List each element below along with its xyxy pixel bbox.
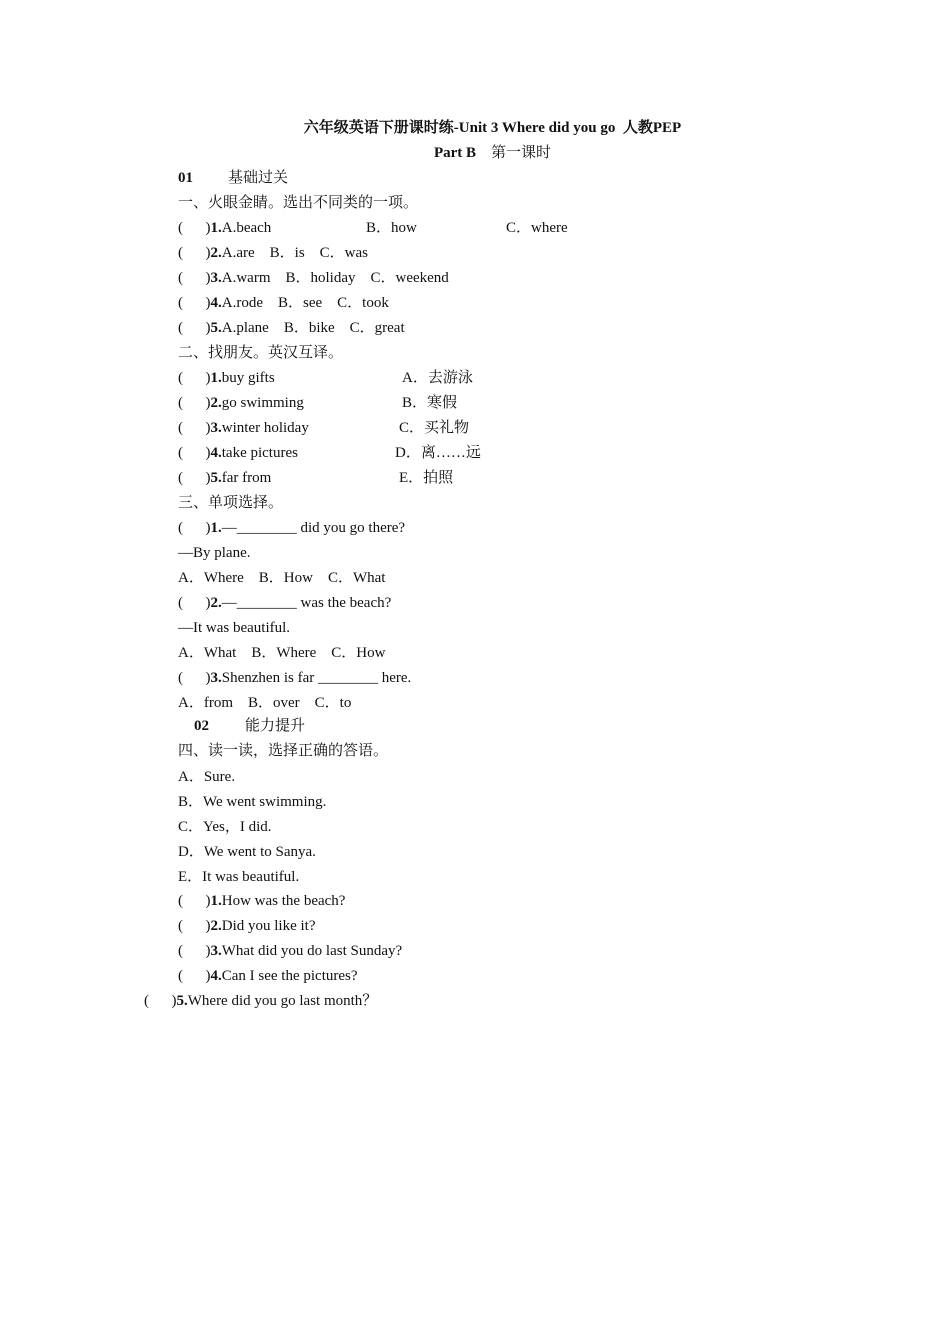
- choice-options: A．What B．Where C．How: [178, 645, 386, 661]
- question-number: 4.: [210, 445, 222, 461]
- question-text: far from: [221, 470, 272, 486]
- answer-blank[interactable]: ( ): [178, 918, 211, 934]
- answer-blank[interactable]: ( ): [178, 245, 211, 261]
- question-item: [178, 891, 345, 911]
- question-text: A.warm B．holiday C．weekend: [221, 270, 449, 286]
- answer-blank[interactable]: ( ): [178, 320, 211, 336]
- lesson-label: 第一课时: [491, 145, 552, 161]
- part-label: Part B: [433, 145, 477, 161]
- question-number: 5.: [210, 320, 222, 336]
- question-number: 1.: [210, 220, 222, 236]
- level-number: 01: [178, 170, 193, 186]
- question-number: 3.: [210, 270, 222, 286]
- section-heading: 四、读一读，选择正确的答语。: [178, 743, 389, 759]
- answer-blank[interactable]: ( ): [178, 370, 211, 386]
- question-number: 2.: [210, 918, 222, 934]
- option-b: B．how: [366, 220, 417, 236]
- question-item: [178, 468, 271, 488]
- question-text: A.plane B．bike C．great: [221, 320, 405, 336]
- question-text: —________ was the beach?: [221, 595, 392, 611]
- choice-options: A．from B．over C．to: [178, 695, 352, 711]
- match-option: C．买礼物: [399, 420, 470, 436]
- question-text: —________ did you go there?: [221, 520, 406, 536]
- question-text: take pictures: [221, 445, 298, 461]
- question-number: 3.: [210, 943, 222, 959]
- question-text: A.are B．is C．was: [221, 245, 368, 261]
- match-option: A．去游泳: [402, 370, 473, 386]
- answer-option: B．We went swimming.: [178, 794, 327, 810]
- question-item: [178, 268, 449, 288]
- question-text: buy gifts: [221, 370, 275, 386]
- question-item: [178, 668, 411, 688]
- answer-option: C．Yes，I did.: [178, 819, 272, 835]
- question-number: 4.: [210, 295, 222, 311]
- question-item: [178, 218, 271, 238]
- question-text: go swimming: [221, 395, 304, 411]
- question-item: [178, 418, 309, 438]
- question-number: 3.: [210, 420, 222, 436]
- question-item: [178, 518, 405, 538]
- question-item: [178, 293, 389, 313]
- answer-option: A．Sure.: [178, 769, 236, 785]
- question-text: How was the beach?: [221, 893, 346, 909]
- match-option: D．离……远: [395, 445, 481, 461]
- option-c: C．where: [506, 220, 568, 236]
- question-item: [178, 318, 405, 338]
- question-item: [178, 941, 402, 961]
- question-text: Where did you go last month？: [187, 993, 378, 1009]
- question-number: 2.: [210, 595, 222, 611]
- answer-blank[interactable]: ( ): [178, 670, 211, 686]
- answer-blank[interactable]: ( ): [178, 220, 211, 236]
- level-number: 02: [194, 718, 209, 734]
- question-number: 5.: [176, 993, 188, 1009]
- page-subtitle: [0, 143, 950, 163]
- answer-blank[interactable]: ( ): [178, 295, 211, 311]
- answer-blank[interactable]: ( ): [144, 993, 177, 1009]
- answer-blank[interactable]: ( ): [178, 968, 211, 984]
- question-item: [178, 243, 368, 263]
- level-name: 基础过关: [228, 170, 289, 186]
- answer-blank[interactable]: ( ): [178, 445, 211, 461]
- question-item: [178, 966, 358, 986]
- question-item: [178, 368, 275, 388]
- answer-option: E．It was beautiful.: [178, 869, 300, 885]
- answer-blank[interactable]: ( ): [178, 270, 211, 286]
- question-text: winter holiday: [221, 420, 309, 436]
- question-number: 2.: [210, 245, 222, 261]
- question-text: Can I see the pictures?: [221, 968, 358, 984]
- answer-blank[interactable]: ( ): [178, 943, 211, 959]
- question-item: [178, 443, 298, 463]
- question-text: A.rode B．see C．took: [221, 295, 389, 311]
- question-number: 3.: [210, 670, 222, 686]
- answer-blank[interactable]: ( ): [178, 893, 211, 909]
- question-item: [178, 393, 304, 413]
- answer-blank[interactable]: ( ): [178, 520, 211, 536]
- option-a: A.beach: [221, 220, 272, 236]
- question-item: [144, 991, 377, 1011]
- answer-option: D．We went to Sanya.: [178, 844, 316, 860]
- answer-blank[interactable]: ( ): [178, 470, 211, 486]
- page-title: 六年级英语下册课时练-Unit 3 Where did you go 人教PEP: [303, 120, 682, 136]
- section-heading: 一、火眼金睛。选出不同类的一项。: [178, 195, 419, 211]
- question-text: What did you do last Sunday?: [221, 943, 403, 959]
- dialog-answer: —By plane.: [178, 545, 251, 561]
- question-number: 5.: [210, 470, 222, 486]
- section-heading: 三、单项选择。: [178, 495, 284, 511]
- answer-blank[interactable]: ( ): [178, 595, 211, 611]
- question-number: 4.: [210, 968, 222, 984]
- dialog-answer: —It was beautiful.: [178, 620, 291, 636]
- answer-blank[interactable]: ( ): [178, 395, 211, 411]
- question-number: 2.: [210, 395, 222, 411]
- question-number: 1.: [210, 893, 222, 909]
- level-name: 能力提升: [245, 718, 306, 734]
- section-heading: 二、找朋友。英汉互译。: [178, 345, 344, 361]
- choice-options: A．Where B．How C．What: [178, 570, 386, 586]
- question-number: 1.: [210, 370, 222, 386]
- question-number: 1.: [210, 520, 222, 536]
- match-option: B．寒假: [402, 395, 458, 411]
- question-item: [178, 916, 316, 936]
- match-option: E．拍照: [399, 470, 454, 486]
- answer-blank[interactable]: ( ): [178, 420, 211, 436]
- question-item: [178, 593, 391, 613]
- question-text: Did you like it?: [221, 918, 316, 934]
- question-text: Shenzhen is far ________ here.: [221, 670, 412, 686]
